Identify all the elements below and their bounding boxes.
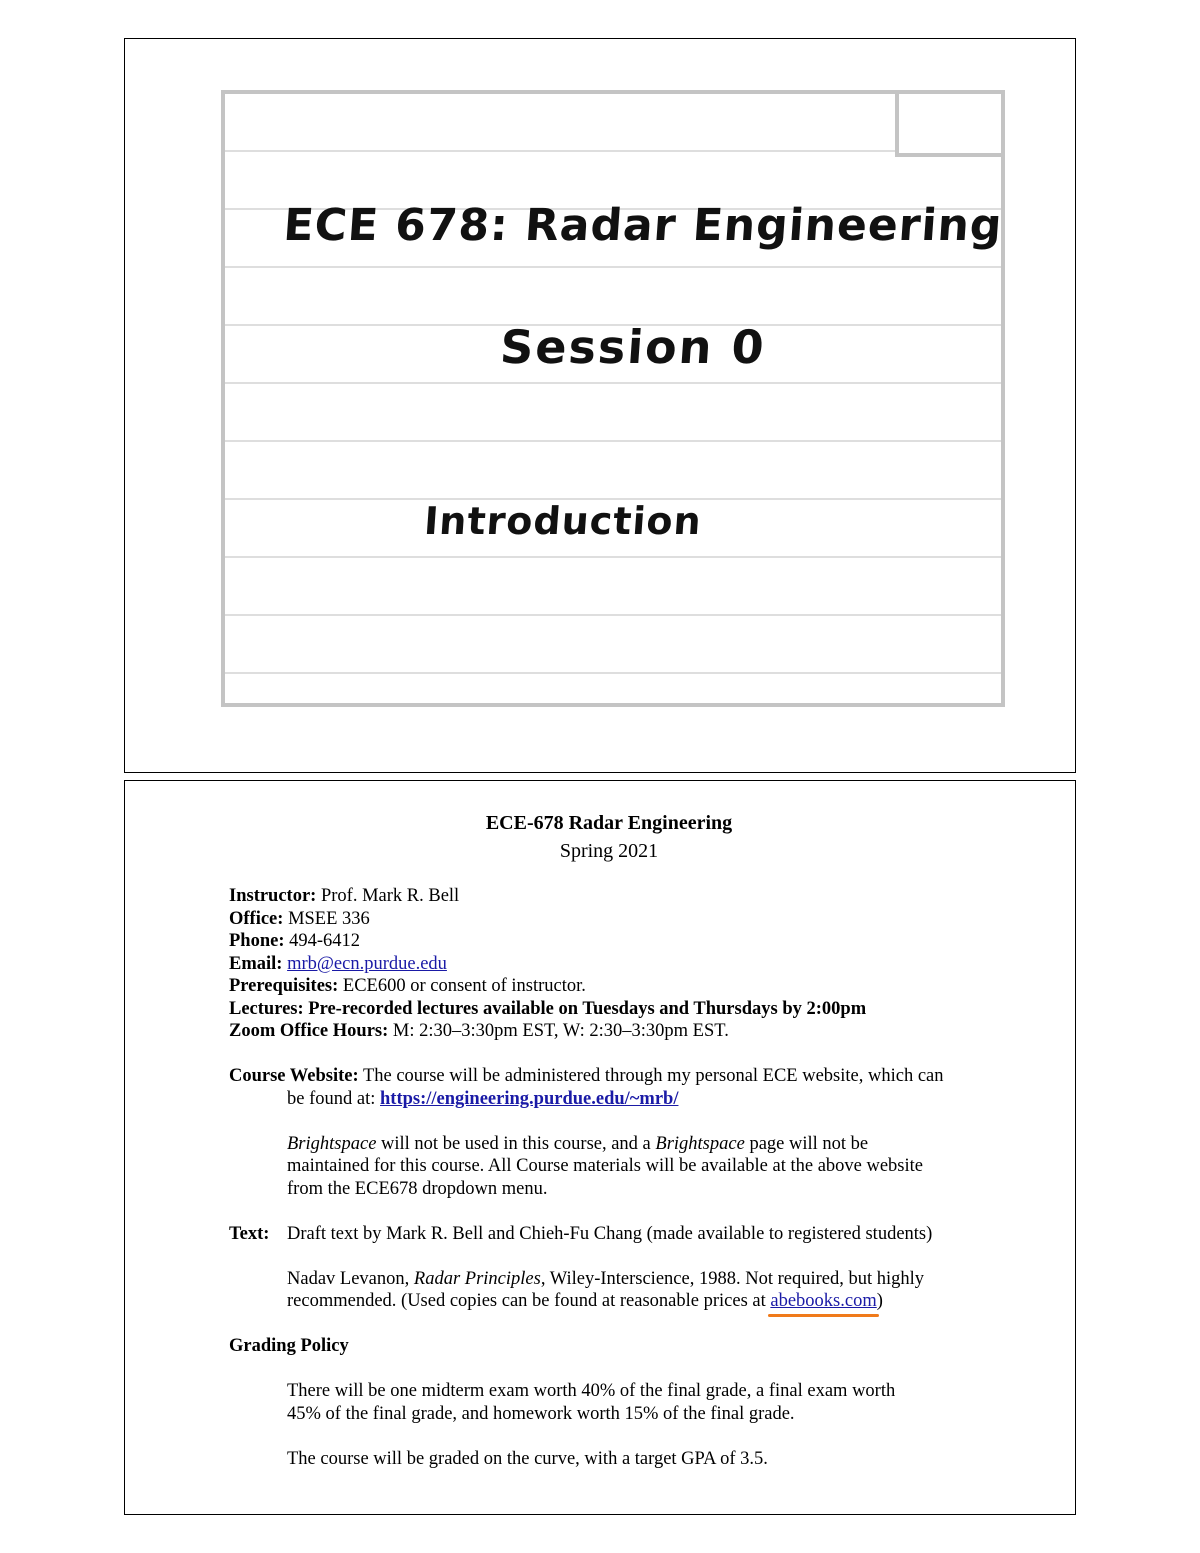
levanon-close-paren: )	[876, 1291, 883, 1311]
handwritten-topic: Introduction	[422, 499, 704, 543]
email-label: Email:	[229, 953, 283, 974]
phone-value: 494-6412	[284, 931, 361, 951]
syllabus-title: ECE-678 Radar Engineering	[485, 812, 733, 834]
email-link[interactable]: mrb@ecn.purdue.edu	[287, 953, 447, 974]
syllabus-document	[229, 809, 989, 1470]
brightspace-line-2: maintained for this course. All Course materials will be available at the above website	[287, 1156, 924, 1176]
brightspace-line-1	[229, 1133, 989, 1156]
syllabus-slide	[124, 780, 1076, 1515]
office-value: MSEE 336	[283, 908, 370, 929]
lectures-value: Pre-recorded lectures available on Tuesdays and Thursdays by 2:00pm	[303, 998, 867, 1019]
instructor-label: Instructor:	[229, 886, 317, 906]
brightspace-text-2: page will not be	[744, 1133, 869, 1154]
handwritten-title: ECE 678: Radar Engineering	[281, 200, 1005, 251]
levanon-book-title: Radar Principles	[413, 1268, 541, 1289]
brightspace-name-2: Brightspace	[655, 1133, 745, 1154]
email-line	[229, 953, 989, 976]
website-text-2: be found at:	[287, 1088, 380, 1109]
levanon-line-2	[229, 1290, 989, 1313]
notepad-corner-box	[895, 90, 1005, 157]
levanon-author: Nadav Levanon,	[287, 1268, 414, 1289]
syllabus-term: Spring 2021	[559, 840, 659, 862]
grading-line-1: There will be one midterm exam worth 40% of the final grade, a final exam worth	[287, 1381, 896, 1401]
office-hours-line	[229, 1020, 989, 1043]
website-line	[229, 1065, 989, 1088]
phone-line	[229, 930, 989, 953]
website-text: The course will be administered through my personal ECE website, which can	[358, 1066, 944, 1086]
brightspace-line-3: from the ECE678 dropdown menu.	[287, 1178, 548, 1199]
levanon-details: , Wiley-Interscience, 1988. Not required, but highly	[540, 1268, 925, 1289]
levanon-recommendation: recommended. (Used copies can be found at reasonable prices at	[287, 1291, 771, 1311]
lectures-label: Lectures:	[229, 998, 304, 1019]
prerequisites-label: Prerequisites:	[229, 976, 339, 996]
lectures-line	[229, 998, 989, 1021]
brightspace-text-1: will not be used in this course, and a	[376, 1133, 656, 1154]
phone-label: Phone:	[229, 931, 285, 951]
prerequisites-value: ECE600 or consent of instructor.	[338, 976, 586, 996]
office-hours-label: Zoom Office Hours:	[229, 1021, 389, 1041]
text-draft: Draft text by Mark R. Bell and Chieh-Fu Chang (made available to registered students)	[287, 1223, 933, 1244]
grading-heading: Grading Policy	[229, 1336, 349, 1356]
grading-curve: The course will be graded on the curve, with a target GPA of 3.5.	[287, 1448, 768, 1469]
office-hours-value: M: 2:30–3:30pm EST, W: 2:30–3:30pm EST.	[388, 1021, 729, 1041]
abebooks-link[interactable]: abebooks.com	[770, 1291, 877, 1311]
handwritten-session: Session 0	[498, 320, 768, 374]
office-line	[229, 908, 989, 931]
text-label: Text:	[229, 1223, 270, 1244]
levanon-line-1	[229, 1268, 989, 1291]
text-draft-line	[229, 1223, 989, 1246]
website-link[interactable]: https://engineering.purdue.edu/~mrb/	[380, 1088, 679, 1109]
website-url-line	[229, 1088, 989, 1111]
grading-line-2: 45% of the final grade, and homework worth 15% of the final grade.	[287, 1403, 795, 1424]
notepad-canvas	[221, 90, 1005, 707]
instructor-value: Prof. Mark R. Bell	[316, 886, 460, 906]
prerequisites-line	[229, 975, 989, 998]
instructor-line	[229, 885, 989, 908]
title-slide	[124, 38, 1076, 773]
website-label: Course Website:	[229, 1066, 359, 1086]
office-label: Office:	[229, 908, 284, 929]
brightspace-name-1: Brightspace	[287, 1133, 377, 1154]
